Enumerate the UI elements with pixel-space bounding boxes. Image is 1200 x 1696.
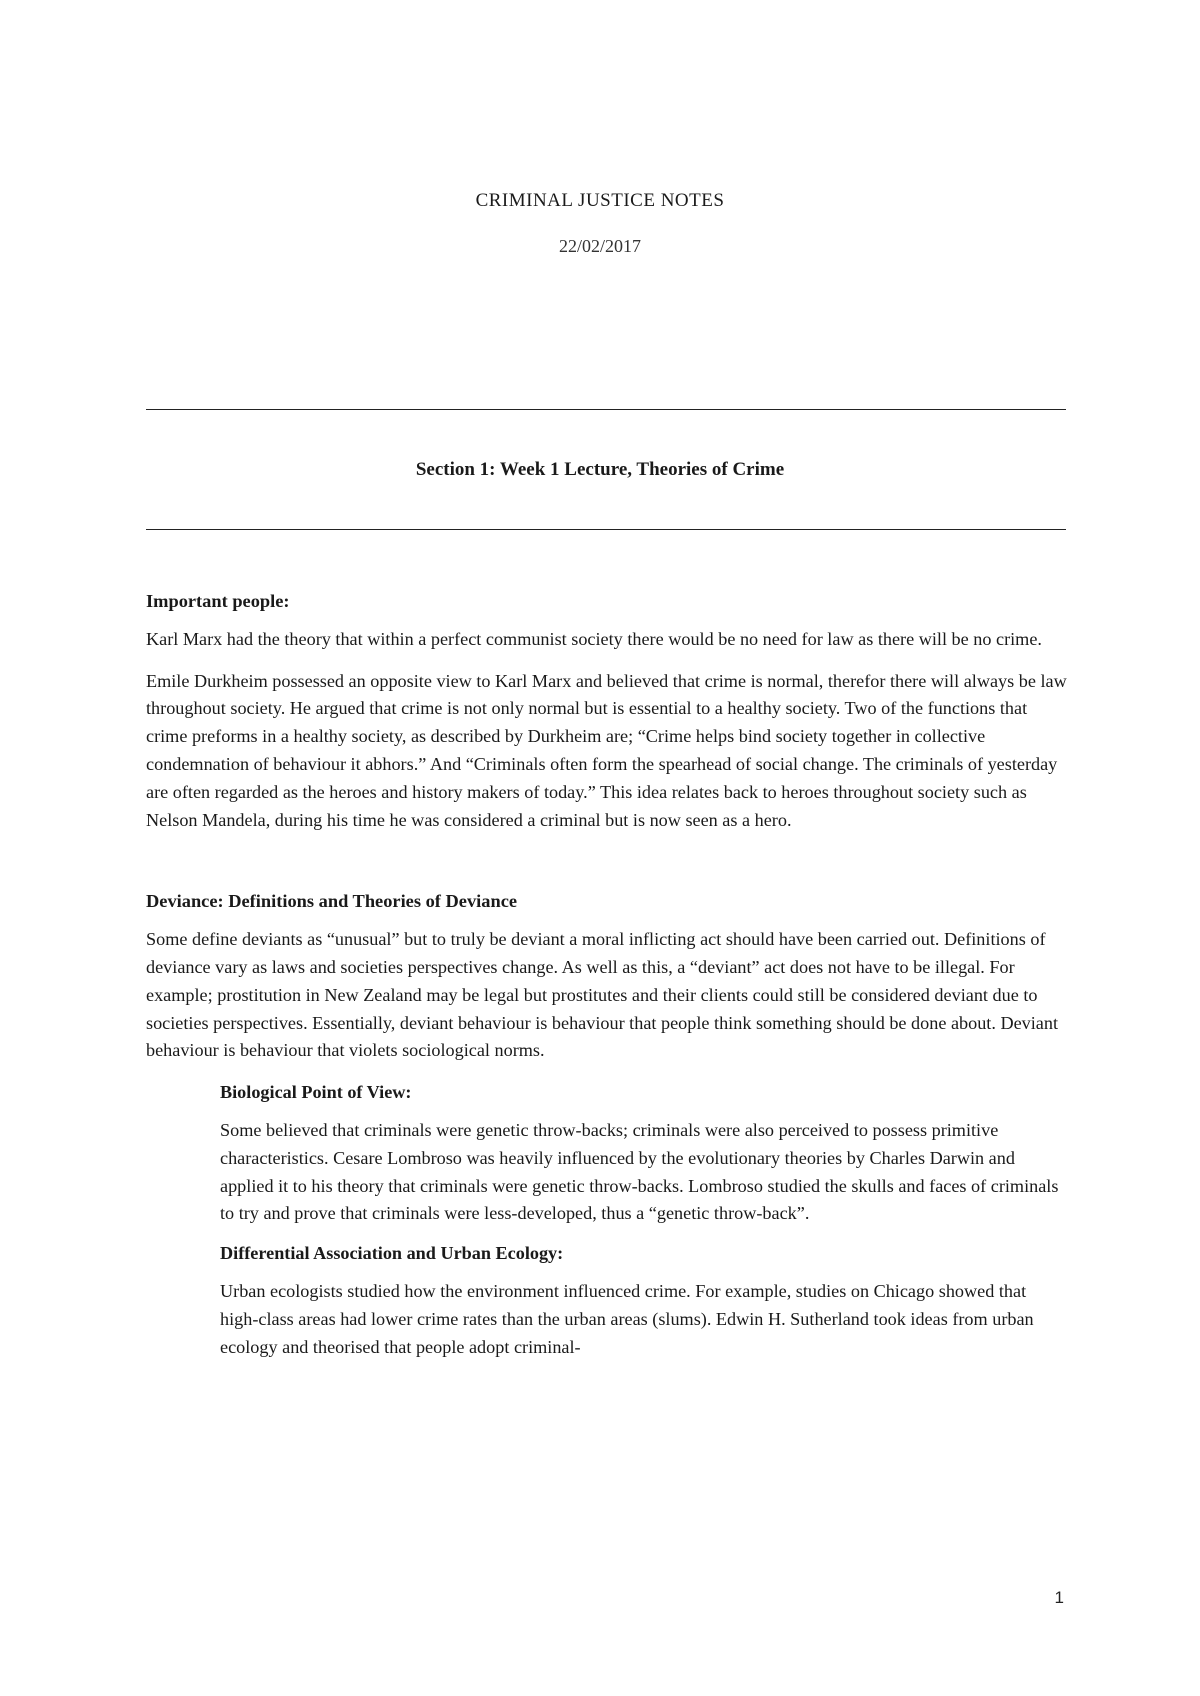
important-people-heading: Important people: <box>146 591 290 611</box>
differential-association-heading: Differential Association and Urban Ecology: <box>220 1243 564 1264</box>
paragraph-marx: Karl Marx had the theory that within a perfect communist society there would be no need for law as there will be no crime. <box>146 628 1042 649</box>
document-title: CRIMINAL JUSTICE NOTES <box>475 190 725 211</box>
paragraph-biological: Some believed that criminals were genetic throw-backs; criminals were also perceived to possess primitive characteristics. Cesare Lombroso was heavily influenced by the evolutionary theories by Charles Darwin and applied it to his theory that criminals were genetic throw-backs. Lombroso studied the skulls and faces of criminals to try and prove that criminals were less-developed, thus a “genetic throw-back”. <box>220 1119 1059 1224</box>
deviance-heading: Deviance: Definitions and Theories of Deviance <box>146 891 518 912</box>
document-date: 22/02/2017 <box>558 236 641 256</box>
paragraph-deviance: Some define deviants as “unusual” but to truly be deviant a moral inflicting act should have been carried out. Definitions of deviance vary as laws and societies perspectives change. As well as this, a “deviant” act does not have to be illegal. For example; prostitution in New Zealand may be legal but prostitutes and their clients could still be considered deviant due to societies perspectives. Essentially, deviant behaviour is behaviour that people think something should be done about. Deviant behaviour is behaviour that violets sociological norms. <box>146 929 1059 1061</box>
page-number: 1 <box>1054 1588 1064 1607</box>
subsection-biological <box>220 1079 1068 1228</box>
paragraph-differential-association: Urban ecologists studied how the environment influenced crime. For example, studies on Chicago showed that high-class areas had lower crime rates than the urban areas (slums). Edwin H. Sutherland took ideas from urban ecology and theorised that people adopt criminal- <box>220 1280 1034 1357</box>
biological-heading: Biological Point of View: <box>220 1082 412 1103</box>
subsection-differential-association <box>220 1240 1068 1361</box>
section-divider-top <box>146 409 1066 410</box>
paragraph-durkheim: Emile Durkheim possessed an opposite view to Karl Marx and believed that crime is normal, therefor there will always be law throughout society. He argued that crime is not only normal but is essential to a healthy society. Two of the functions that crime preforms in a healthy society, as described by Durkheim are; “Crime helps bind society together in collective condemnation of behaviour it abhors.” And “Criminals often form the spearhead of social change. The criminals of yesterday are often regarded as the heroes and history makers of today.” This idea relates back to heroes throughout society such as Nelson Mandela, during his time he was considered a criminal but is now seen as a hero. <box>146 670 1067 830</box>
section-heading: Section 1: Week 1 Lecture, Theories of Crime <box>415 459 785 480</box>
section-divider-bottom <box>146 529 1066 530</box>
document-body <box>146 588 1068 1373</box>
